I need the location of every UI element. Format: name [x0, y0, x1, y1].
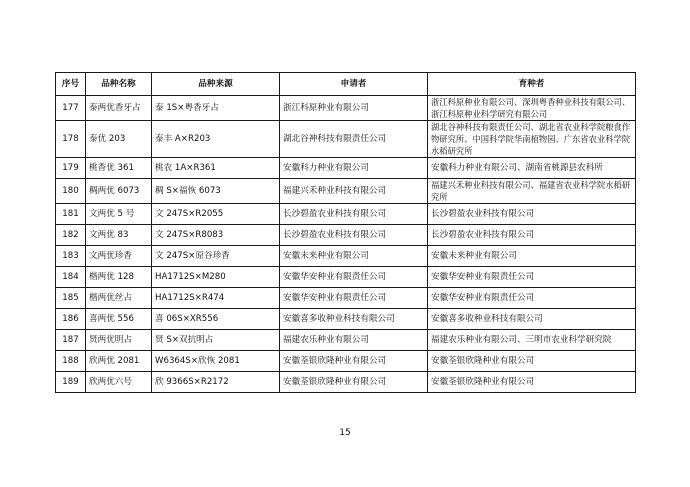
cell-breeder: 湖北谷神科技有限责任公司、湖北省农业科学院粮食作物研究所、中国科学院华南植物园、广东省农业科学院水稻研究所 — [428, 121, 636, 158]
cell-applicant: 安徽科力种业有限公司 — [280, 158, 428, 179]
cell-breeder: 安徽华安种业有限责任公司 — [428, 267, 636, 288]
cell-source: 文 247S×原谷珍香 — [152, 246, 280, 267]
cell-breeder: 浙江科原种业有限公司、深圳粤香种业科技有限公司、浙江科原种业科学研究有限公司 — [428, 96, 636, 121]
cell-applicant: 安徽华安种业有限责任公司 — [280, 288, 428, 309]
cell-source: W6364S×欣恢 2081 — [152, 351, 280, 372]
cell-source: 喜 06S×XR556 — [152, 309, 280, 330]
cell-applicant: 安徽荃银欣隆种业有限公司 — [280, 351, 428, 372]
table-row — [56, 246, 636, 267]
cell-source: 泰丰 A×R203 — [152, 121, 280, 158]
table-row — [56, 96, 636, 121]
table-header-row — [56, 73, 636, 96]
page-number: 15 — [339, 428, 351, 438]
cell-breeder: 福建农乐种业有限公司、三明市农业科学研究院 — [428, 330, 636, 351]
header-breeder: 育种者 — [428, 73, 636, 96]
header-applicant: 申请者 — [280, 73, 428, 96]
table-row — [56, 309, 636, 330]
cell-name: 楷两优 128 — [86, 267, 152, 288]
cell-applicant: 福建农乐种业有限公司 — [280, 330, 428, 351]
table-row — [56, 204, 636, 225]
header-no: 序号 — [56, 73, 86, 96]
variety-table — [55, 72, 636, 393]
cell-breeder: 安徽荃银欣隆种业有限公司 — [428, 351, 636, 372]
cell-breeder: 安徽科力种业有限公司、湖南省桃源县农科所 — [428, 158, 636, 179]
cell-breeder: 安徽未来种业有限公司 — [428, 246, 636, 267]
cell-source: 欣 9366S×R2172 — [152, 372, 280, 393]
cell-source: 桃农 1A×R361 — [152, 158, 280, 179]
cell-applicant: 安徽喜多收种业科技有限公司 — [280, 309, 428, 330]
cell-applicant: 福建兴禾种业科技有限公司 — [280, 179, 428, 204]
cell-source: 泰 1S×粤香牙占 — [152, 96, 280, 121]
cell-name: 稠两优 6073 — [86, 179, 152, 204]
cell-source: 文 247S×R8083 — [152, 225, 280, 246]
cell-name: 文两优 5 号 — [86, 204, 152, 225]
cell-no: 178 — [56, 121, 86, 158]
cell-source: HA1712S×R474 — [152, 288, 280, 309]
cell-name: 喜两优 556 — [86, 309, 152, 330]
cell-no: 179 — [56, 158, 86, 179]
cell-applicant: 浙江科原种业有限公司 — [280, 96, 428, 121]
cell-name: 贤两优明占 — [86, 330, 152, 351]
cell-breeder: 安徽华安种业有限责任公司 — [428, 288, 636, 309]
cell-no: 182 — [56, 225, 86, 246]
table-row — [56, 330, 636, 351]
cell-applicant: 安徽未来种业有限公司 — [280, 246, 428, 267]
cell-name: 文两优珍香 — [86, 246, 152, 267]
table-row — [56, 267, 636, 288]
table-row — [56, 351, 636, 372]
cell-no: 184 — [56, 267, 86, 288]
table-row — [56, 225, 636, 246]
cell-name: 欣两优 2081 — [86, 351, 152, 372]
header-source: 品种来源 — [152, 73, 280, 96]
cell-breeder: 安徽喜多收种业科技有限公司 — [428, 309, 636, 330]
cell-no: 183 — [56, 246, 86, 267]
cell-no: 185 — [56, 288, 86, 309]
cell-no: 188 — [56, 351, 86, 372]
cell-name: 泰两优香牙占 — [86, 96, 152, 121]
cell-source: 稠 S×福恢 6073 — [152, 179, 280, 204]
cell-breeder: 安徽荃银欣隆种业有限公司 — [428, 372, 636, 393]
header-name: 品种名称 — [86, 73, 152, 96]
cell-applicant: 湖北谷神科技有限责任公司 — [280, 121, 428, 158]
table-row — [56, 372, 636, 393]
cell-applicant: 安徽华安种业有限责任公司 — [280, 267, 428, 288]
cell-applicant: 安徽荃银欣隆种业有限公司 — [280, 372, 428, 393]
cell-source: 文 247S×R2055 — [152, 204, 280, 225]
cell-no: 180 — [56, 179, 86, 204]
cell-source: 贤 S×双抗明占 — [152, 330, 280, 351]
cell-name: 文两优 83 — [86, 225, 152, 246]
cell-applicant: 长沙碧盈农业科技有限公司 — [280, 204, 428, 225]
cell-name: 楷两优丝占 — [86, 288, 152, 309]
cell-no: 189 — [56, 372, 86, 393]
cell-breeder: 长沙碧盈农业科技有限公司 — [428, 204, 636, 225]
cell-breeder: 福建兴禾种业科技有限公司、福建省农业科学院水稻研究所 — [428, 179, 636, 204]
table-row — [56, 121, 636, 158]
cell-applicant: 长沙碧盈农业科技有限公司 — [280, 225, 428, 246]
cell-no: 186 — [56, 309, 86, 330]
cell-no: 187 — [56, 330, 86, 351]
cell-name: 泰优 203 — [86, 121, 152, 158]
table-row — [56, 179, 636, 204]
table-row — [56, 288, 636, 309]
cell-breeder: 长沙碧盈农业科技有限公司 — [428, 225, 636, 246]
table-row — [56, 158, 636, 179]
cell-no: 181 — [56, 204, 86, 225]
cell-name: 欣两优六号 — [86, 372, 152, 393]
cell-no: 177 — [56, 96, 86, 121]
cell-name: 桃香优 361 — [86, 158, 152, 179]
cell-source: HA1712S×M280 — [152, 267, 280, 288]
